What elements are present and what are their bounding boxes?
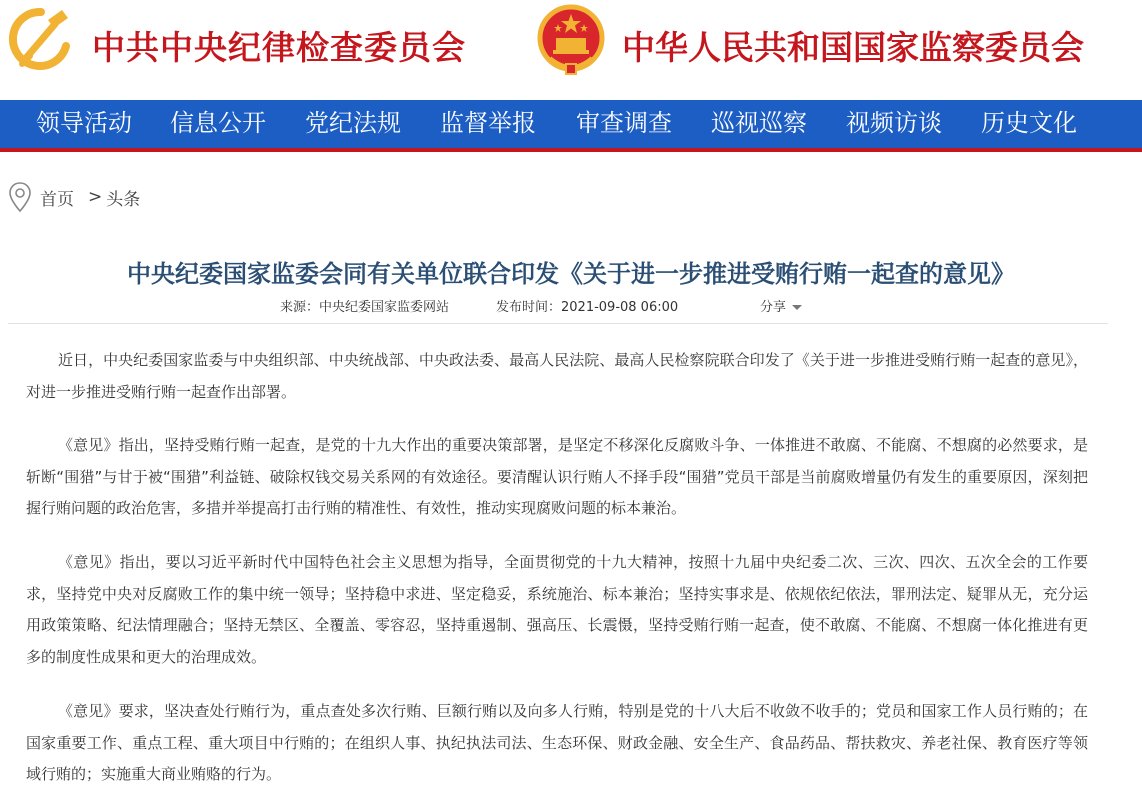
breadcrumb-home-link[interactable]: 首页 <box>40 189 74 210</box>
article-publish-time: 发布时间：2021-09-08 06:00 <box>496 300 679 315</box>
article-source: 来源：中央纪委国家监委网站 <box>280 300 450 315</box>
share-button[interactable] <box>760 296 802 315</box>
nav-item-video[interactable]: 视频访谈 <box>846 109 942 137</box>
nav-item-information[interactable]: 信息公开 <box>170 109 266 137</box>
nav-item-report[interactable]: 监督举报 <box>440 109 536 137</box>
chevron-down-icon <box>792 305 802 310</box>
national-commission-title: 中华人民共和国国家监察委员会 <box>622 28 1084 67</box>
divider <box>8 323 1108 324</box>
location-pin-icon <box>8 181 32 213</box>
site-header <box>0 0 1142 100</box>
breadcrumb <box>8 180 140 214</box>
nav-item-regulations[interactable]: 党纪法规 <box>305 109 401 137</box>
breadcrumb-current[interactable]: 头条 <box>106 189 141 210</box>
nav-item-inspection[interactable]: 巡视巡察 <box>711 109 807 137</box>
nav-item-investigation[interactable]: 审查调查 <box>576 109 672 137</box>
main-nav <box>0 100 1142 152</box>
hammer-sickle-icon <box>8 6 74 76</box>
share-label: 分享 <box>760 300 787 315</box>
article-title: 中央纪委国家监委会同有关单位联合印发《关于进一步推进受贿行贿一起查的意见》 <box>127 260 1015 289</box>
party-commission-title: 中共中央纪律检查委员会 <box>92 28 466 67</box>
nav-item-history[interactable]: 历史文化 <box>981 109 1077 137</box>
nav-item-leadership[interactable]: 领导活动 <box>36 109 132 137</box>
article-paragraph: 《意见》要求，坚决查处行贿行为，重点查处多次行贿、巨额行贿以及向多人行贿，特别是党的十八大后不收敛不收手的；党员和国家工作人员行贿的；在国家重要工作、重点工程、重大项目中行贿的；在组织人事、执纪执法司法、生态环保、财政金融、安全生产、食品药品、帮扶救灾、养老社保、教育医疗等领域行贿的；实施重大商业贿赂的行为。 <box>26 702 1088 783</box>
national-emblem-icon <box>536 4 606 76</box>
article-paragraph: 《意见》指出，坚持受贿行贿一起查，是党的十九大作出的重要决策部署，是坚定不移深化反腐败斗争、一体推进不敢腐、不能腐、不想腐的必然要求，是斩断“围猎”与甘于被“围猎”利益链、破除权钱交易关系网的有效途径。要清醒认识行贿人不择手段“围猎”党员干部是当前腐败增量仍有发生的重要原因，深刻把握行贿问题的政治危害，多措并举提高打击行贿的精准性、有效性，推动实现腐败问题的标本兼治。 <box>26 436 1088 517</box>
article-paragraph: 近日，中央纪委国家监委与中央组织部、中央统战部、中央政法委、最高人民法院、最高人民检察院联合印发了《关于进一步推进受贿行贿一起查的意见》，对进一步推进受贿行贿一起查作出部署。 <box>26 351 1088 401</box>
breadcrumb-separator: > <box>88 187 103 207</box>
article-paragraph: 《意见》指出，要以习近平新时代中国特色社会主义思想为指导，全面贯彻党的十九大精神，按照十九届中央纪委二次、三次、四次、五次全会的工作要求，坚持党中央对反腐败工作的集中统一领导；坚持稳中求进、坚定稳妥，系统施治、标本兼治；坚持实事求是、依规依纪依法，罪刑法定、疑罪从无，充分运用政策策略、纪法情理融合；坚持无禁区、全覆盖、零容忍，坚持重遏制、强高压、长震慑，坚持受贿行贿一起查，使不敢腐、不能腐、不想腐一体化推进有更多的制度性成果和更大的治理成效。 <box>26 553 1088 666</box>
